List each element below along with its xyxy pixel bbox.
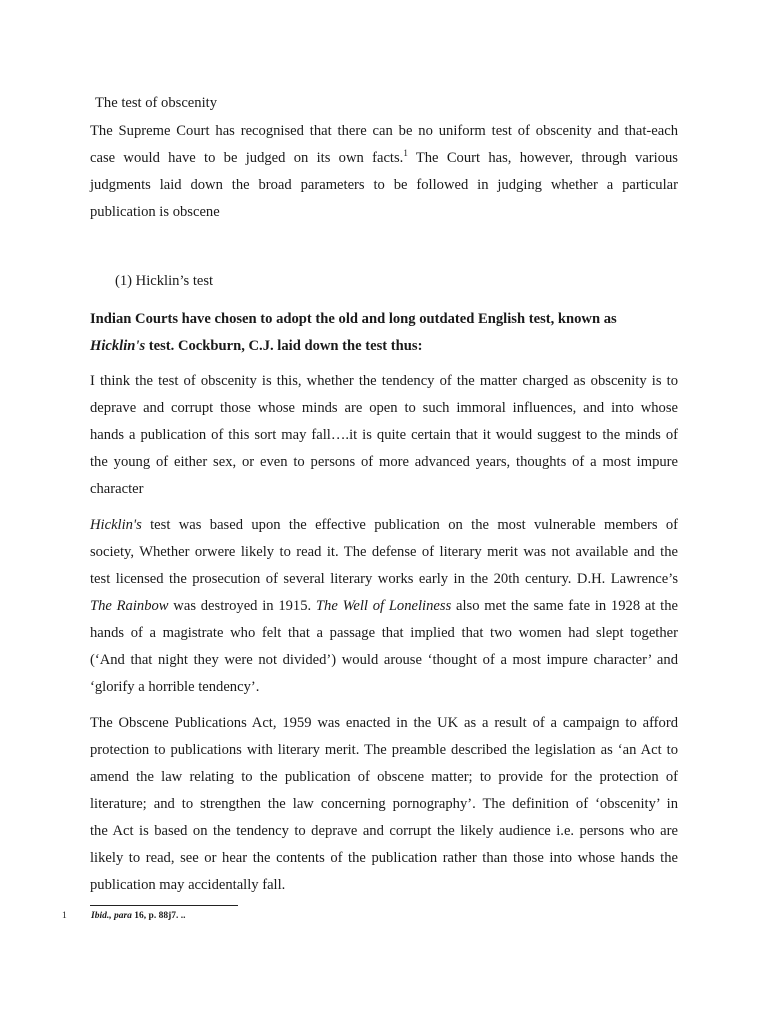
para1-line-2-tail: The Court has, however, through various xyxy=(407,150,678,166)
para3-line-4-mid: was destroyed in 1915. xyxy=(168,598,316,614)
footnote-ref: 1 xyxy=(403,148,408,158)
bold-line-2 xyxy=(90,339,422,354)
the-rainbow-title: The Rainbow xyxy=(90,598,169,614)
quote-line-5: character xyxy=(90,481,144,497)
footnote-ibid: Ibid., para xyxy=(91,911,132,921)
para4-line-3: amend the law relating to the publication of obscene matter; to provide for the protection of xyxy=(90,769,678,785)
para4-line-6: likely to read, see or hear the contents of the publication rather than those into whose hands the xyxy=(90,850,678,866)
well-of-loneliness-title: The Well of Loneliness xyxy=(315,598,452,614)
subheading-hicklin: (1) Hicklin’s test xyxy=(115,273,214,289)
para3-line-6: (‘And that night they were not divided’) would arouse ‘thought of a most impure character’ and xyxy=(90,652,678,668)
para3-line-5: hands of a magistrate who felt that a passage that implied that two women had slept together xyxy=(90,625,678,641)
para3-line-3: test licensed the prosecution of several literary works early in the 20th century. D.H. Lawrence’s xyxy=(90,571,678,587)
para3-line-4 xyxy=(90,599,678,614)
footnote-number: 1 xyxy=(62,911,67,921)
quote-line-3: hands a publication of this sort may fall….it is quite certain that it would suggest to the minds of xyxy=(90,427,678,443)
quote-line-2: deprave and corrupt those whose minds are open to such immoral influences, and into whose xyxy=(90,400,678,416)
quote-line-4: the young of either sex, or even to persons of more advanced years, thoughts of a most impure xyxy=(90,454,678,470)
bold-line-2-rest: test. Cockburn, C.J. laid down the test thus: xyxy=(145,338,423,354)
para4-line-1: The Obscene Publications Act, 1959 was enacted in the UK as a result of a campaign to afford xyxy=(90,715,678,731)
section-heading: The test of obscenity xyxy=(95,95,217,111)
para3-line-2: society, Whether orwere likely to read it. The defense of literary merit was not available and the xyxy=(90,544,678,560)
footnote-rest: 16, p. 88j7. .. xyxy=(131,911,186,921)
hicklin-italic: Hicklin's xyxy=(90,338,146,354)
para3-line-7: ‘glorify a horrible tendency’. xyxy=(90,679,260,695)
para4-line-5: the Act is based on the tendency to deprave and corrupt the likely audience i.e. persons who are xyxy=(90,823,678,839)
para1-line-4: publication is obscene xyxy=(90,204,220,220)
para4-line-2: protection to publications with literary merit. The preamble described the legislation as ‘an Act to xyxy=(90,742,678,758)
footnote-text xyxy=(91,912,186,922)
bold-line-1: Indian Courts have chosen to adopt the old and long outdated English test, known as xyxy=(90,311,617,327)
para1-line-1: The Supreme Court has recognised that there can be no uniform test of obscenity and that-each xyxy=(90,123,678,139)
para1-line-2-text: case would have to be judged on its own facts. xyxy=(90,150,404,166)
para1-line-2 xyxy=(90,148,678,166)
para1-line-3: judgments laid down the broad parameters to be followed in judging whether a particular xyxy=(90,177,678,193)
footnote-separator xyxy=(90,905,238,906)
para4-line-4: literature; and to strengthen the law concerning pornography’. The definition of ‘obscenity’ in xyxy=(90,796,678,812)
para3-line-1 xyxy=(90,518,678,533)
para4-line-7: publication may accidentally fall. xyxy=(90,877,286,893)
para3-line-4-rest: also met the same fate in 1928 at the xyxy=(451,598,678,614)
quote-line-1: I think the test of obscenity is this, whether the tendency of the matter charged as obscenity is to xyxy=(90,373,678,389)
para3-line-1-rest: test was based upon the effective publication on the most vulnerable members of xyxy=(141,517,678,533)
para3-hicklin-italic: Hicklin's xyxy=(90,517,142,533)
